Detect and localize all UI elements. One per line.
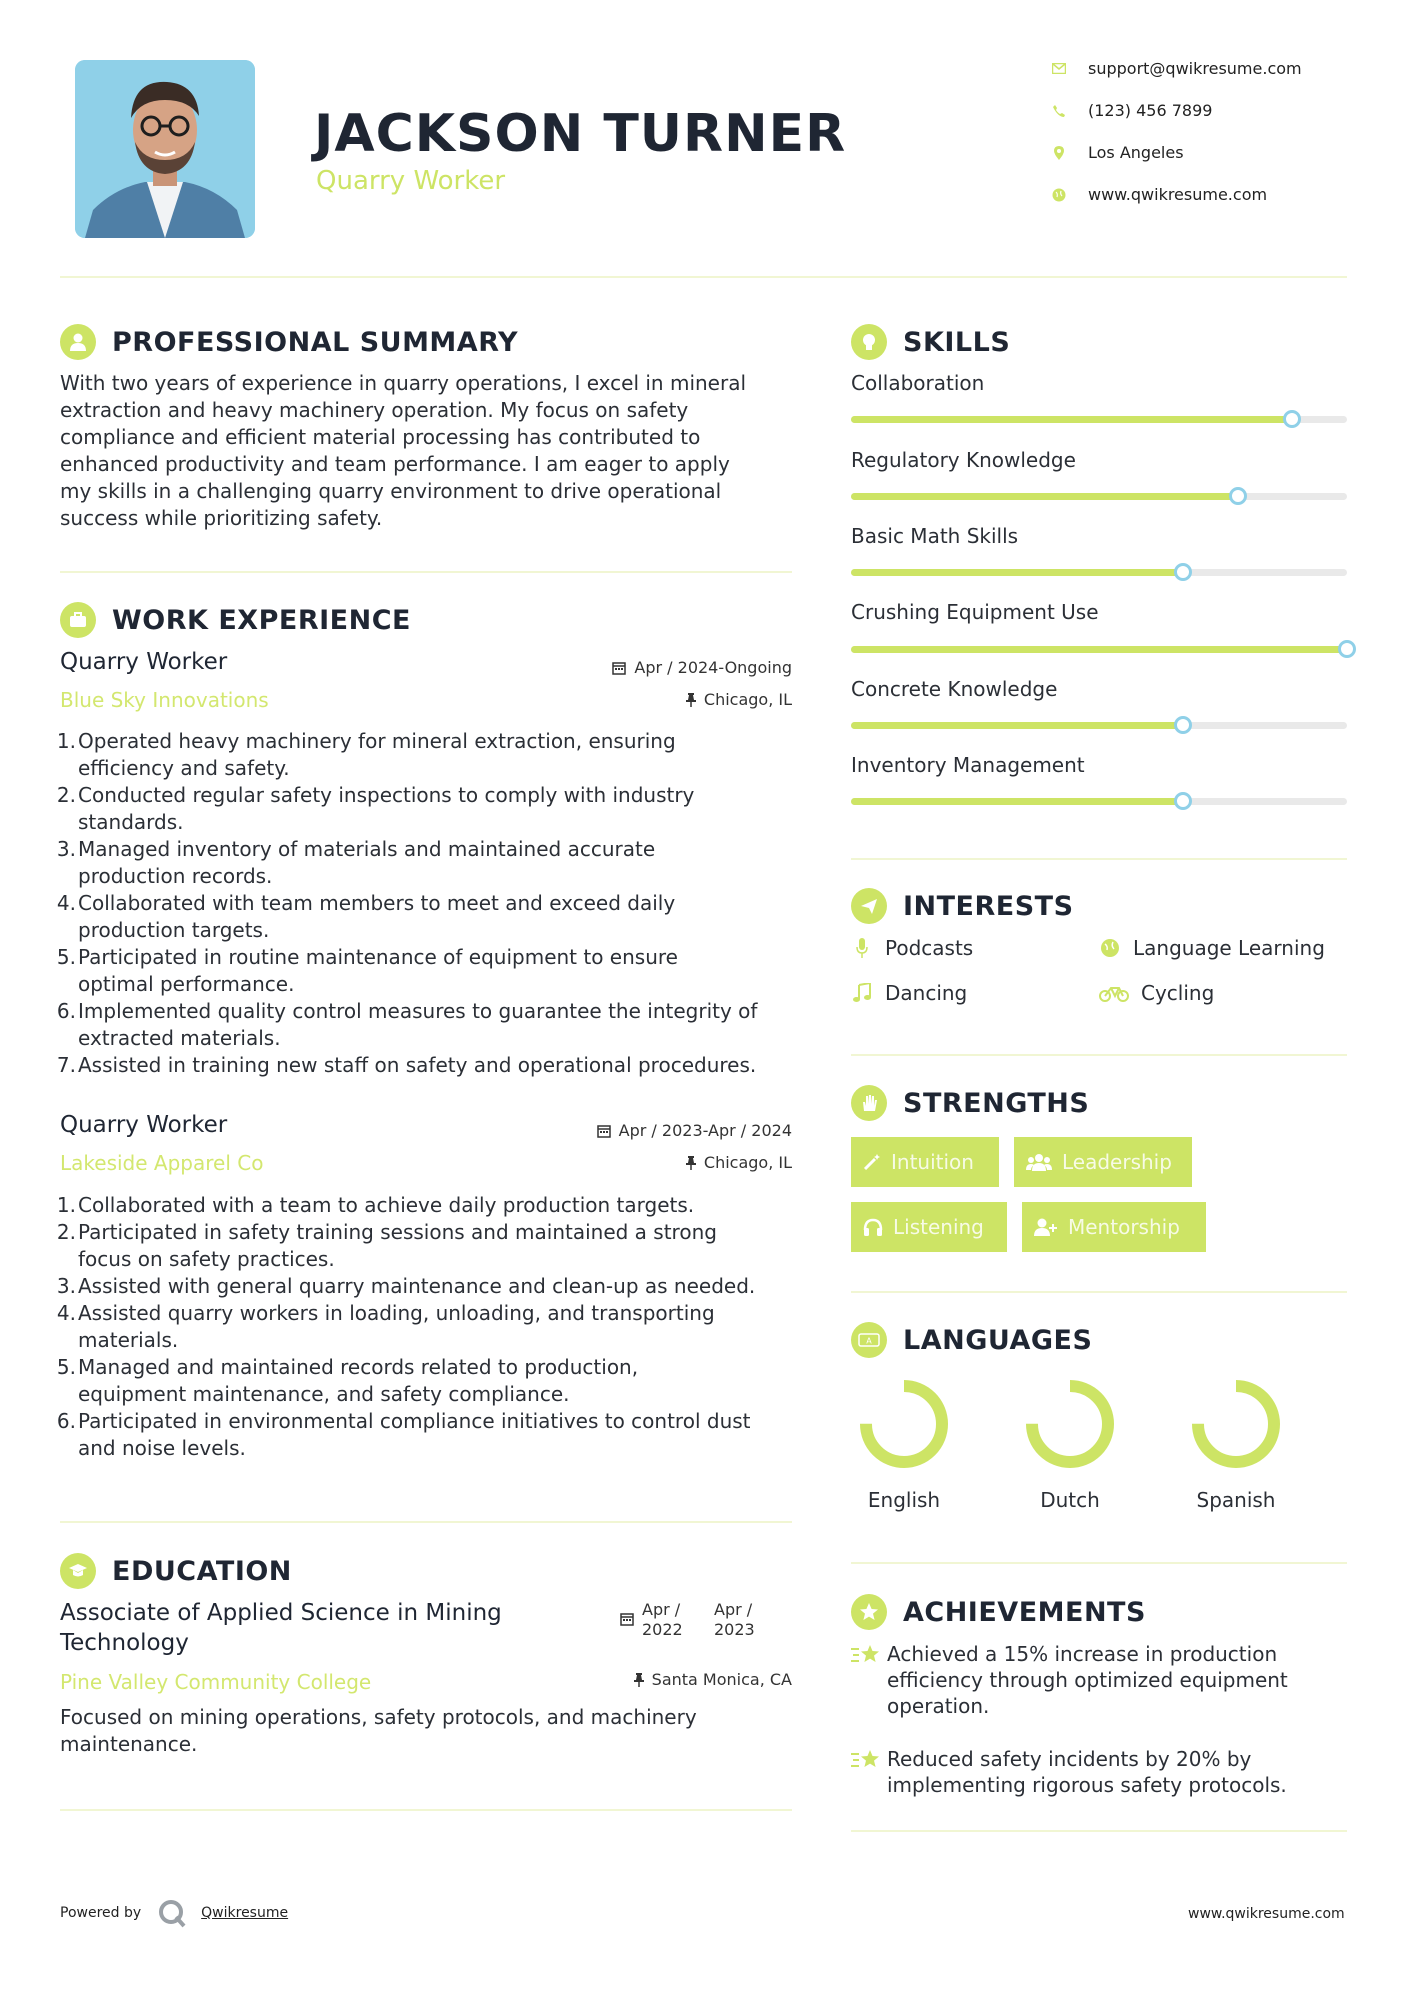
job-location-text: Chicago, IL — [703, 1153, 792, 1172]
header-divider — [60, 276, 1347, 278]
contact-website[interactable] — [1052, 185, 1267, 204]
job-dates — [540, 1121, 792, 1140]
skill-bar-fill — [851, 493, 1238, 500]
skill-name: Collaboration — [851, 371, 985, 395]
achievement-item — [851, 1641, 1347, 1719]
skill-name: Crushing Equipment Use — [851, 600, 1099, 624]
pushpin-icon — [686, 1156, 696, 1170]
list-item: 2. Participated in safety training sessions and maintained a strong focus on safety practices. — [56, 1220, 717, 1271]
language-ring — [858, 1378, 950, 1470]
skill-bar — [851, 569, 1347, 576]
skill-bar — [851, 493, 1347, 500]
achievement-line: operation. — [887, 1694, 990, 1718]
microphone-icon — [851, 938, 873, 958]
contact-location — [1052, 143, 1184, 162]
achievements-heading — [851, 1594, 1146, 1630]
strength-label: Intuition — [891, 1150, 974, 1174]
qwikresume-logo-icon — [157, 1898, 187, 1928]
skill-bar-knob[interactable] — [1338, 640, 1356, 658]
skill-bar-fill — [851, 569, 1183, 576]
star-badge-icon — [851, 1594, 887, 1630]
list-item: 5. Participated in routine maintenance of equipment to ensure optimal performance. — [56, 945, 678, 996]
contact-location-text: Los Angeles — [1088, 143, 1184, 162]
strength-tag — [1022, 1202, 1206, 1252]
profile-photo — [75, 60, 255, 238]
job-dates-text: Apr / 2024-Ongoing — [634, 658, 792, 677]
education-end-year: 2023 — [714, 1620, 755, 1639]
experience-title: WORK EXPERIENCE — [112, 604, 411, 636]
summary-divider — [60, 571, 792, 573]
briefcase-icon — [60, 602, 96, 638]
email-icon — [1052, 62, 1066, 76]
skill-name: Concrete Knowledge — [851, 677, 1058, 701]
skill-bar-knob[interactable] — [1174, 563, 1192, 581]
skill-bar-knob[interactable] — [1174, 716, 1192, 734]
job-dates-text: Apr / 2023-Apr / 2024 — [618, 1121, 792, 1140]
star-icon — [851, 1746, 887, 1798]
bicycle-icon — [1099, 984, 1129, 1002]
skill-bar-fill — [851, 722, 1183, 729]
language-item — [1166, 1378, 1306, 1512]
qwikresume-link[interactable]: Qwikresume — [201, 1905, 289, 1921]
education-divider — [60, 1809, 792, 1811]
language-ring — [1190, 1378, 1282, 1470]
magic-wand-icon — [863, 1153, 881, 1171]
language-item — [834, 1378, 974, 1512]
skill-bar-fill — [851, 798, 1183, 805]
interests-divider — [851, 1054, 1347, 1056]
achievement-text — [887, 1641, 1288, 1719]
list-item: 1. Collaborated with a team to achieve daily production targets. — [56, 1193, 695, 1217]
interest-item — [851, 936, 973, 960]
education-location — [560, 1670, 792, 1689]
phone-icon — [1052, 104, 1066, 118]
contact-website-text: www.qwikresume.com — [1088, 185, 1268, 204]
summary-line: compliance and efficient material processing has contributed to — [60, 425, 701, 449]
interest-label: Podcasts — [885, 936, 974, 960]
graduation-icon — [60, 1553, 96, 1589]
interest-label: Language Learning — [1133, 936, 1325, 960]
education-school: Pine Valley Community College — [60, 1670, 372, 1694]
education-end — [714, 1600, 755, 1640]
strength-label: Mentorship — [1068, 1215, 1180, 1239]
interest-item — [851, 981, 967, 1005]
strengths-heading — [851, 1085, 1089, 1121]
education-description — [60, 1704, 800, 1758]
interest-item — [1099, 981, 1214, 1005]
job-duties-list — [56, 728, 800, 1079]
experience-divider — [60, 1521, 792, 1523]
languages-divider — [851, 1562, 1347, 1564]
globe-icon — [1099, 938, 1121, 958]
skill-bar-fill — [851, 646, 1347, 653]
experience-heading — [60, 602, 411, 638]
interest-label: Dancing — [885, 981, 968, 1005]
job-company: Blue Sky Innovations — [60, 688, 269, 712]
list-item: 1. Operated heavy machinery for mineral extraction, ensuring efficiency and safety. — [56, 729, 676, 780]
education-degree — [60, 1598, 580, 1658]
language-item — [1000, 1378, 1140, 1512]
education-dates — [620, 1600, 792, 1640]
skills-divider — [851, 858, 1347, 860]
education-title: EDUCATION — [112, 1555, 292, 1587]
achievement-line: implementing rigorous safety protocols. — [887, 1773, 1287, 1797]
summary-line: enhanced productivity and team performance. I am eager to apply — [60, 452, 730, 476]
achievement-item — [851, 1746, 1347, 1798]
contact-phone-text: (123) 456 7899 — [1088, 101, 1213, 120]
star-icon — [851, 1641, 887, 1719]
job-dates — [540, 658, 792, 677]
pushpin-icon — [634, 1673, 644, 1687]
achievement-line: Achieved a 15% increase in production — [887, 1642, 1278, 1666]
hand-icon — [851, 1085, 887, 1121]
date-separator — [702, 1600, 714, 1612]
strength-tag — [851, 1202, 1007, 1252]
list-item: 6. Implemented quality control measures to guarantee the integrity of extracted materials. — [56, 999, 758, 1050]
strength-label: Leadership — [1062, 1150, 1172, 1174]
achievement-text — [887, 1746, 1287, 1798]
skills-heading — [851, 324, 1010, 360]
skill-bar-fill — [851, 416, 1292, 423]
contact-phone[interactable] — [1052, 101, 1212, 120]
list-item: 2. Conducted regular safety inspections to comply with industry standards. — [56, 783, 695, 834]
calendar-icon — [620, 1612, 634, 1626]
language-icon — [851, 1322, 887, 1358]
job-location — [540, 1153, 792, 1172]
education-location-text: Santa Monica, CA — [651, 1670, 792, 1689]
list-item: 5. Managed and maintained records related to production, equipment maintenance, and safety compliance. — [56, 1355, 639, 1406]
job-title: Quarry Worker — [60, 649, 228, 675]
list-item: 6. Participated in environmental compliance initiatives to control dust and noise levels. — [56, 1409, 751, 1460]
summary-heading — [60, 324, 518, 360]
education-description-line: Focused on mining operations, safety protocols, and machinery — [60, 1705, 697, 1729]
strengths-divider — [851, 1291, 1347, 1293]
lightbulb-icon — [851, 324, 887, 360]
calendar-icon — [597, 1124, 611, 1138]
summary-text — [60, 370, 800, 532]
languages-title: LANGUAGES — [903, 1324, 1093, 1356]
education-degree-line: Associate of Applied Science in Mining — [60, 1600, 502, 1626]
education-start-year: 2022 — [642, 1620, 683, 1639]
interest-item — [1099, 936, 1325, 960]
achievements-divider — [851, 1830, 1347, 1832]
list-item: 3. Assisted with general quarry maintenance and clean-up as needed. — [56, 1274, 756, 1298]
list-item: 7. Assisted in training new staff on safety and operational procedures. — [56, 1053, 757, 1077]
summary-line: extraction and heavy machinery operation. My focus on safety — [60, 398, 689, 422]
job-location-text: Chicago, IL — [703, 690, 792, 709]
education-start-month: Apr / — [642, 1600, 681, 1619]
skill-name: Regulatory Knowledge — [851, 448, 1076, 472]
list-item: 4. Collaborated with team members to meet and exceed daily production targets. — [56, 891, 676, 942]
contact-email-text: support@qwikresume.com — [1088, 59, 1302, 78]
headphones-icon — [863, 1218, 883, 1236]
interests-title: INTERESTS — [903, 890, 1074, 922]
candidate-name: JACKSON TURNER — [314, 104, 847, 164]
education-description-line: maintenance. — [60, 1732, 198, 1756]
skill-bar — [851, 416, 1347, 423]
education-start — [642, 1600, 702, 1640]
education-heading — [60, 1553, 292, 1589]
summary-line: success while prioritizing safety. — [60, 506, 383, 530]
skill-bar — [851, 798, 1347, 805]
education-degree-line: Technology — [60, 1630, 189, 1656]
skill-bar — [851, 646, 1347, 653]
calendar-icon — [612, 661, 626, 675]
svg-text:A: A — [866, 1336, 872, 1346]
interests-heading — [851, 888, 1074, 924]
skills-title: SKILLS — [903, 326, 1011, 358]
summary-line: With two years of experience in quarry operations, I excel in mineral — [60, 371, 747, 395]
job-title: Quarry Worker — [60, 1112, 228, 1138]
footer-website[interactable]: www.qwikresume.com — [1188, 1906, 1345, 1922]
summary-title: PROFESSIONAL SUMMARY — [112, 326, 519, 358]
strengths-title: STRENGTHS — [903, 1087, 1090, 1119]
skill-bar-knob[interactable] — [1174, 792, 1192, 810]
education-end-month: Apr / — [714, 1600, 753, 1619]
language-label: Dutch — [1040, 1488, 1100, 1512]
users-icon — [1026, 1153, 1052, 1171]
powered-by-text: Powered by — [60, 1905, 142, 1921]
job-duties-list — [56, 1192, 800, 1462]
job-company: Lakeside Apparel Co — [60, 1151, 264, 1175]
skill-bar — [851, 722, 1347, 729]
skill-bar-knob[interactable] — [1283, 410, 1301, 428]
candidate-role: Quarry Worker — [316, 166, 506, 196]
list-item: 3. Managed inventory of materials and maintained accurate production records. — [56, 837, 656, 888]
language-label: Spanish — [1196, 1488, 1276, 1512]
achievement-line: Reduced safety incidents by 20% by — [887, 1747, 1252, 1771]
skill-bar-knob[interactable] — [1229, 487, 1247, 505]
languages-heading — [851, 1322, 1092, 1358]
language-ring — [1024, 1378, 1116, 1470]
strength-tag — [851, 1137, 999, 1187]
skill-name: Inventory Management — [851, 753, 1085, 777]
language-label: English — [867, 1488, 941, 1512]
user-plus-icon — [1034, 1218, 1058, 1236]
globe-icon — [1052, 188, 1066, 202]
achievement-line: efficiency through optimized equipment — [887, 1668, 1288, 1692]
paper-plane-icon — [851, 888, 887, 924]
achievements-title: ACHIEVEMENTS — [903, 1596, 1146, 1628]
pushpin-icon — [686, 693, 696, 707]
location-pin-icon — [1052, 146, 1066, 160]
footer-powered-by — [60, 1898, 288, 1928]
contact-email[interactable] — [1052, 59, 1302, 78]
job-location — [540, 690, 792, 709]
music-note-icon — [851, 983, 873, 1003]
skill-name: Basic Math Skills — [851, 524, 1019, 548]
strength-tag — [1014, 1137, 1192, 1187]
user-icon — [60, 324, 96, 360]
summary-line: my skills in a challenging quarry environment to drive operational — [60, 479, 722, 503]
interest-label: Cycling — [1141, 981, 1215, 1005]
list-item: 4. Assisted quarry workers in loading, unloading, and transporting materials. — [56, 1301, 715, 1352]
strength-label: Listening — [893, 1215, 984, 1239]
